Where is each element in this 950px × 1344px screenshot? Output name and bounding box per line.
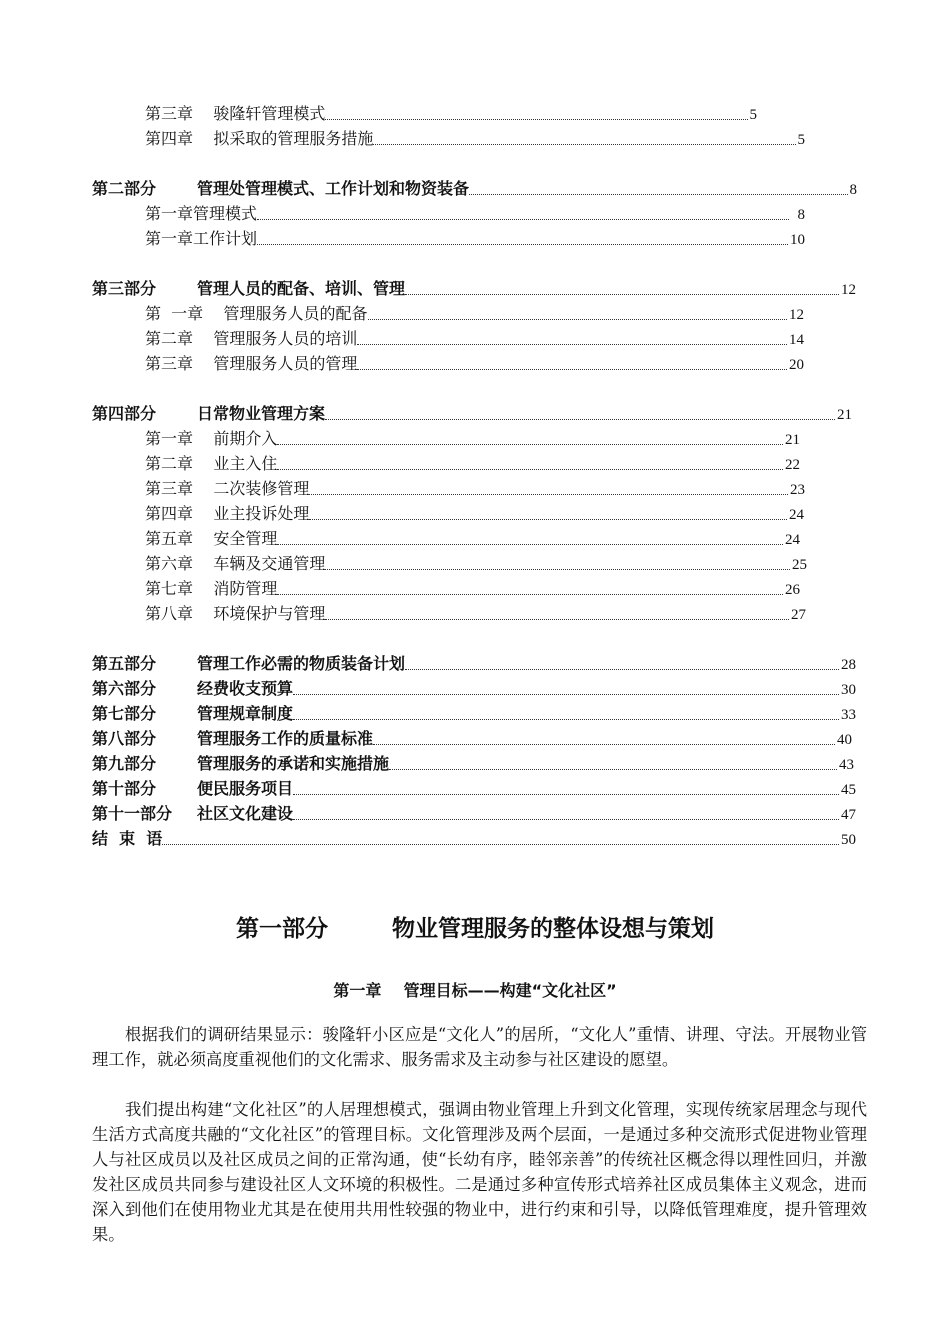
section-title: 第一部分 物业管理服务的整体设想与策划: [235, 916, 715, 942]
toc-part-title: 管理人员的配备、培训、管理: [197, 279, 406, 298]
toc-page-number: 20: [789, 357, 804, 373]
body-paragraph: 根据我们的调研结果显示：骏隆轩小区应是“文化人”的居所，“文化人”重情、讲理、守法。开展物业管理工作，就必须高度重视他们的文化需求、服务需求及主动参与社区建设的愿望。: [92, 1025, 867, 1069]
toc-chapter-label: 第四章 业主投诉处理: [145, 504, 310, 523]
toc-chapter-label: 第二章 管理服务人员的培训: [145, 329, 358, 348]
toc-chapter-label: 第八章 环境保护与管理: [145, 604, 326, 623]
toc-chapter-label: 第一章工作计划: [145, 229, 258, 248]
body-paragraph: 我们提出构建“文化社区”的人居理想模式，强调由物业管理上升到文化管理，实现传统家居理念与现代生活方式高度共融的“文化社区”的管理目标。文化管理涉及两个层面，一是通过多种交流形式促进物业管理人与社区成员以及社区成员之间的正常沟通，使“长幼有序，睦邻亲善”的传统社区概念得以理性回归，并激发社区成员共同参与建设社区人文环境的积极性。二是通过多种宣传形式培养社区成员集体主义观念，进而深入到他们在使用物业尤其是在使用共用性较强的物业中，进行约束和引导，以降低管理难度，提升管理效果。: [92, 1100, 867, 1244]
toc-part-number: 第三部分: [92, 279, 157, 298]
toc-chapter-entry[interactable]: [145, 527, 800, 549]
toc-part-entry[interactable]: [92, 277, 856, 299]
toc-chapter-entry[interactable]: [145, 502, 804, 524]
toc-part-number: 第九部分: [92, 754, 157, 773]
toc-page-number: 21: [837, 407, 852, 423]
toc-leader-dots: [389, 769, 837, 770]
toc-leader-dots: [293, 794, 839, 795]
toc-page-number: 26: [785, 582, 800, 598]
toc-page-number: 47: [841, 807, 856, 823]
toc-page-number: 24: [785, 532, 800, 548]
toc-part-title: 管理服务工作的质量标准: [197, 729, 374, 748]
toc-page-number: 28: [841, 657, 856, 673]
toc-chapter-label: 第七章 消防管理: [145, 579, 278, 598]
toc-chapter-entry[interactable]: [145, 602, 806, 624]
toc-page-number: 8: [797, 207, 805, 223]
toc-page-number: 10: [790, 232, 805, 248]
toc-leader-dots: [277, 469, 783, 470]
toc-chapter-entry[interactable]: [145, 577, 800, 599]
toc-page-number: 25: [792, 557, 807, 573]
toc-leader-dots: [368, 319, 787, 320]
toc-leader-dots: [357, 369, 787, 370]
toc-part-entry[interactable]: [92, 827, 856, 849]
toc-chapter-entry[interactable]: [145, 427, 800, 449]
toc-leader-dots: [162, 844, 839, 845]
toc-part-title: 社区文化建设: [197, 804, 294, 823]
toc-page-number: 12: [789, 307, 804, 323]
toc-part-entry[interactable]: [92, 727, 852, 749]
toc-page-number: 5: [797, 132, 805, 148]
toc-chapter-label: 第四章 拟采取的管理服务措施: [145, 129, 374, 148]
toc-page-number: 27: [791, 607, 806, 623]
toc-part-title: 管理服务的承诺和实施措施: [197, 754, 390, 773]
toc-chapter-entry[interactable]: [145, 202, 805, 224]
toc-leader-dots: [405, 294, 839, 295]
toc-part-title: 便民服务项目: [197, 779, 294, 798]
toc-page-number: 8: [849, 182, 857, 198]
toc-page-number: 40: [837, 732, 852, 748]
toc-page-number: 30: [841, 682, 856, 698]
toc-leader-dots: [277, 594, 783, 595]
toc-page-number: 33: [841, 707, 856, 723]
toc-part-number: 第六部分: [92, 679, 157, 698]
toc-chapter-entry[interactable]: [145, 552, 807, 574]
chapter-title: 第一章 管理目标——构建“文化社区”: [333, 981, 617, 1000]
toc-part-entry[interactable]: [92, 802, 856, 824]
toc-chapter-entry[interactable]: [145, 127, 805, 149]
toc-leader-dots: [309, 519, 787, 520]
toc-part-entry[interactable]: [92, 177, 857, 199]
toc-chapter-label: 第三章 骏隆轩管理模式: [145, 104, 326, 123]
toc-leader-dots: [373, 744, 835, 745]
toc-part-number: 第十部分: [92, 779, 157, 798]
toc-part-entry[interactable]: [92, 702, 856, 724]
toc-part-title: 日常物业管理方案: [197, 404, 326, 423]
toc-page-number: 14: [789, 332, 804, 348]
toc-chapter-label: 第六章 车辆及交通管理: [145, 554, 326, 573]
toc-part-number: 第十一部分: [92, 804, 173, 823]
toc-chapter-entry[interactable]: [145, 227, 805, 249]
toc-chapter-label: 第 一章 管理服务人员的配备: [145, 304, 368, 323]
toc-part-title: 管理工作必需的物质装备计划: [197, 654, 406, 673]
toc-chapter-label: 第五章 安全管理: [145, 529, 278, 548]
toc-leader-dots: [257, 244, 788, 245]
toc-chapter-entry[interactable]: [145, 452, 800, 474]
toc-chapter-label: 第二章 业主入住: [145, 454, 278, 473]
toc-part-number: 第四部分: [92, 404, 157, 423]
toc-page-number: 21: [785, 432, 800, 448]
toc-part-entry[interactable]: [92, 752, 854, 774]
toc-part-title: 经费收支预算: [197, 679, 294, 698]
toc-part-number: 第七部分: [92, 704, 157, 723]
toc-page-number: 12: [841, 282, 856, 298]
toc-chapter-label: 第三章 管理服务人员的管理: [145, 354, 358, 373]
toc-part-number: 第八部分: [92, 729, 157, 748]
toc-part-entry[interactable]: [92, 677, 856, 699]
toc-chapter-label: 第一章 前期介入: [145, 429, 278, 448]
toc-part-title: 管理处管理模式、工作计划和物资装备: [197, 179, 470, 198]
toc-part-number: 第二部分: [92, 179, 157, 198]
toc-chapter-entry[interactable]: [145, 477, 805, 499]
toc-leader-dots: [357, 344, 787, 345]
toc-leader-dots: [293, 819, 839, 820]
toc-leader-dots: [325, 569, 790, 570]
toc-page-number: 45: [841, 782, 856, 798]
toc-leader-dots: [277, 544, 783, 545]
toc-page-number: 24: [789, 507, 804, 523]
toc-chapter-entry[interactable]: [145, 102, 757, 124]
toc-part-number: 结 束 语: [92, 829, 163, 848]
toc-leader-dots: [469, 194, 847, 195]
toc-page-number: 5: [749, 107, 757, 123]
toc-leader-dots: [293, 694, 839, 695]
toc-leader-dots: [373, 144, 795, 145]
toc-leader-dots: [325, 619, 789, 620]
toc-part-entry[interactable]: [92, 402, 852, 424]
toc-page-number: 22: [785, 457, 800, 473]
toc-part-number: 第五部分: [92, 654, 157, 673]
toc-page-number: 43: [839, 757, 854, 773]
toc-leader-dots: [257, 219, 789, 220]
toc-leader-dots: [293, 719, 839, 720]
toc-part-title: 管理规章制度: [197, 704, 294, 723]
toc-leader-dots: [309, 494, 788, 495]
toc-chapter-label: 第三章 二次装修管理: [145, 479, 310, 498]
toc-part-entry[interactable]: [92, 777, 856, 799]
toc-page-number: 50: [841, 832, 856, 848]
toc-leader-dots: [325, 419, 835, 420]
toc-chapter-entry[interactable]: [145, 327, 804, 349]
toc-page-number: 23: [790, 482, 805, 498]
toc-leader-dots: [277, 444, 783, 445]
toc-chapter-entry[interactable]: [145, 302, 804, 324]
toc-chapter-label: 第一章管理模式: [145, 204, 258, 223]
toc-chapter-entry[interactable]: [145, 352, 804, 374]
toc-leader-dots: [405, 669, 839, 670]
toc-leader-dots: [325, 119, 747, 120]
toc-part-entry[interactable]: [92, 652, 856, 674]
